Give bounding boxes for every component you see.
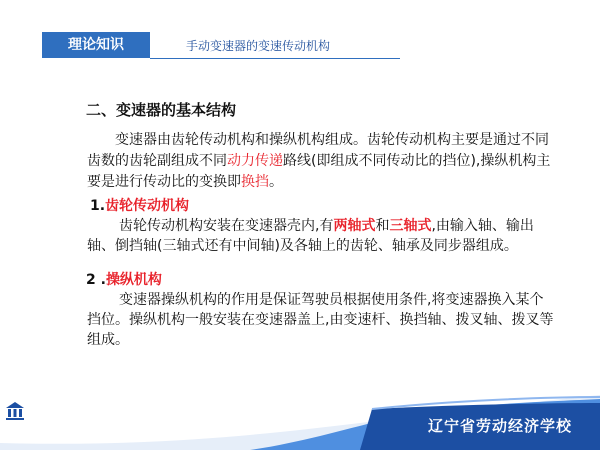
gear-mechanism-paragraph (87, 216, 557, 256)
topic-title: 手动变速器的变速传动机构 (186, 39, 331, 53)
school-name: 辽宁省劳动经济学校 (427, 417, 572, 435)
slide-header (0, 30, 600, 60)
intro-highlight-shift: 换挡 (241, 174, 269, 190)
intro-text-3: 。 (269, 174, 283, 190)
gear-highlight-three-shaft: 三轴式 (389, 218, 432, 234)
slide-footer (0, 395, 600, 450)
subheading-gear-mechanism (90, 195, 189, 215)
school-logo-icon (0, 395, 30, 425)
intro-paragraph (87, 130, 557, 193)
control-text: 变速器操纵机构的作用是保证驾驶员根据使用条件,将变速器换入某个挡位。操纵机构一般安装在变速器盖上,由变速杆、换挡轴、拨叉轴、拨叉等组成。 (87, 292, 554, 348)
subheading-title: 操纵机构 (105, 272, 162, 288)
intro-highlight-power: 动力传递 (227, 153, 283, 169)
gear-text-2: 和 (375, 218, 390, 234)
subheading-number: 2 . (86, 272, 106, 288)
gear-highlight-two-shaft: 两轴式 (333, 218, 376, 234)
subheading-number: 1. (90, 198, 106, 214)
intro-text-1: 变速器由齿轮传动机构和操纵机构组成。齿轮传动机构主要是通过不同齿数的齿轮副组成不同 (87, 132, 549, 169)
subheading-title: 齿轮传动机构 (105, 198, 190, 214)
section-heading: 二、变速器的基本结构 (86, 101, 237, 119)
control-mechanism-paragraph (87, 290, 557, 350)
intro-text-2: 路线(即组成不同传动比的挡位),操纵机构主要是进行传动比的变换即 (87, 153, 551, 190)
section-tab: 理论知识 (42, 32, 150, 58)
header-divider (150, 58, 400, 59)
subheading-control-mechanism (86, 269, 162, 289)
gear-text-1: 齿轮传动机构安装在变速器壳内,有 (119, 218, 334, 234)
gear-text-3: ,由输入轴、输出轴、倒挡轴(三轴式还有中间轴)及各轴上的齿轮、轴承及同步器组成。 (87, 218, 534, 254)
